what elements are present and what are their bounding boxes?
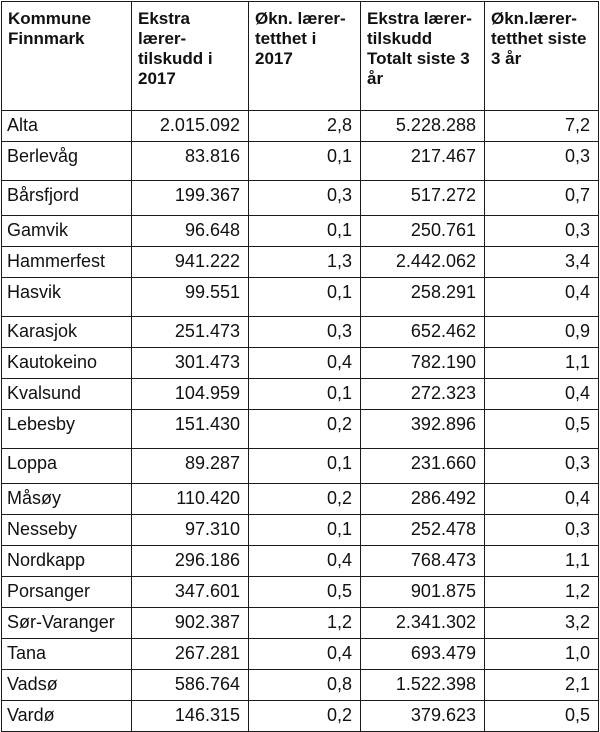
- cell-ekstra-tilskudd-2017: 347.601: [132, 577, 249, 608]
- cell-ekstra-tilskudd-2017: 941.222: [132, 247, 249, 278]
- cell-kommune: Vadsø: [2, 670, 132, 701]
- cell-ekstra-tilskudd-totalt: 5.228.288: [361, 111, 485, 142]
- table-row: [2, 449, 599, 484]
- table-row: [2, 546, 599, 577]
- cell-okn-tetthet-3ar: 0,5: [485, 701, 599, 732]
- cell-okn-tetthet-2017: 0,2: [249, 410, 361, 449]
- cell-okn-tetthet-2017: 0,5: [249, 577, 361, 608]
- cell-ekstra-tilskudd-totalt: 379.623: [361, 701, 485, 732]
- cell-ekstra-tilskudd-2017: 151.430: [132, 410, 249, 449]
- table-row: [2, 608, 599, 639]
- table-row: [2, 278, 599, 317]
- cell-kommune: Alta: [2, 111, 132, 142]
- cell-ekstra-tilskudd-totalt: 392.896: [361, 410, 485, 449]
- cell-okn-tetthet-2017: 0,4: [249, 546, 361, 577]
- cell-kommune: Nesseby: [2, 515, 132, 546]
- cell-okn-tetthet-3ar: 0,4: [485, 484, 599, 515]
- cell-okn-tetthet-3ar: 1,2: [485, 577, 599, 608]
- table-row: [2, 515, 599, 546]
- cell-kommune: Berlevåg: [2, 142, 132, 181]
- cell-kommune: Tana: [2, 639, 132, 670]
- cell-okn-tetthet-3ar: 2,1: [485, 670, 599, 701]
- cell-okn-tetthet-2017: 1,3: [249, 247, 361, 278]
- cell-okn-tetthet-3ar: 1,0: [485, 639, 599, 670]
- cell-ekstra-tilskudd-2017: 97.310: [132, 515, 249, 546]
- cell-ekstra-tilskudd-2017: 110.420: [132, 484, 249, 515]
- cell-ekstra-tilskudd-2017: 586.764: [132, 670, 249, 701]
- table-row: [2, 142, 599, 181]
- cell-okn-tetthet-2017: 0,1: [249, 379, 361, 410]
- table-row: [2, 247, 599, 278]
- cell-kommune: Porsanger: [2, 577, 132, 608]
- cell-ekstra-tilskudd-totalt: 258.291: [361, 278, 485, 317]
- cell-ekstra-tilskudd-2017: 96.648: [132, 216, 249, 247]
- header-ekstra-tilskudd-2017: Ekstra lærer-tilskudd i 2017: [132, 2, 249, 111]
- cell-kommune: Hasvik: [2, 278, 132, 317]
- table-row: [2, 348, 599, 379]
- table-row: [2, 317, 599, 348]
- cell-ekstra-tilskudd-totalt: 272.323: [361, 379, 485, 410]
- cell-ekstra-tilskudd-totalt: 217.467: [361, 142, 485, 181]
- teacher-grant-table: [1, 1, 599, 732]
- cell-ekstra-tilskudd-totalt: 2.442.062: [361, 247, 485, 278]
- header-row: [2, 2, 599, 111]
- cell-okn-tetthet-3ar: 0,5: [485, 410, 599, 449]
- cell-okn-tetthet-2017: 0,1: [249, 142, 361, 181]
- cell-ekstra-tilskudd-2017: 296.186: [132, 546, 249, 577]
- cell-okn-tetthet-3ar: 1,1: [485, 348, 599, 379]
- cell-ekstra-tilskudd-2017: 199.367: [132, 181, 249, 216]
- cell-ekstra-tilskudd-2017: 301.473: [132, 348, 249, 379]
- header-kommune: Kommune Finnmark: [2, 2, 132, 111]
- cell-okn-tetthet-2017: 0,2: [249, 701, 361, 732]
- cell-okn-tetthet-3ar: 0,7: [485, 181, 599, 216]
- cell-okn-tetthet-2017: 0,4: [249, 639, 361, 670]
- cell-okn-tetthet-3ar: 0,3: [485, 142, 599, 181]
- cell-okn-tetthet-2017: 0,1: [249, 515, 361, 546]
- cell-ekstra-tilskudd-totalt: 782.190: [361, 348, 485, 379]
- cell-okn-tetthet-3ar: 0,4: [485, 278, 599, 317]
- cell-okn-tetthet-3ar: 0,4: [485, 379, 599, 410]
- table-row: [2, 484, 599, 515]
- cell-okn-tetthet-3ar: 0,3: [485, 449, 599, 484]
- table-row: [2, 410, 599, 449]
- table-row: [2, 701, 599, 732]
- cell-okn-tetthet-3ar: 7,2: [485, 111, 599, 142]
- cell-ekstra-tilskudd-2017: 104.959: [132, 379, 249, 410]
- cell-ekstra-tilskudd-2017: 251.473: [132, 317, 249, 348]
- cell-okn-tetthet-3ar: 0,3: [485, 515, 599, 546]
- cell-kommune: Gamvik: [2, 216, 132, 247]
- cell-okn-tetthet-2017: 0,1: [249, 449, 361, 484]
- table-body: [2, 111, 599, 732]
- cell-ekstra-tilskudd-2017: 267.281: [132, 639, 249, 670]
- cell-okn-tetthet-2017: 0,1: [249, 278, 361, 317]
- cell-ekstra-tilskudd-totalt: 693.479: [361, 639, 485, 670]
- cell-kommune: Hammerfest: [2, 247, 132, 278]
- cell-ekstra-tilskudd-totalt: 1.522.398: [361, 670, 485, 701]
- table-row: [2, 181, 599, 216]
- cell-okn-tetthet-2017: 0,8: [249, 670, 361, 701]
- cell-kommune: Kautokeino: [2, 348, 132, 379]
- table-row: [2, 111, 599, 142]
- cell-ekstra-tilskudd-totalt: 286.492: [361, 484, 485, 515]
- cell-okn-tetthet-3ar: 3,4: [485, 247, 599, 278]
- cell-kommune: Bårsfjord: [2, 181, 132, 216]
- cell-okn-tetthet-3ar: 0,9: [485, 317, 599, 348]
- cell-okn-tetthet-3ar: 0,3: [485, 216, 599, 247]
- cell-ekstra-tilskudd-2017: 902.387: [132, 608, 249, 639]
- cell-ekstra-tilskudd-2017: 99.551: [132, 278, 249, 317]
- cell-ekstra-tilskudd-totalt: 250.761: [361, 216, 485, 247]
- cell-ekstra-tilskudd-2017: 89.287: [132, 449, 249, 484]
- cell-okn-tetthet-2017: 1,2: [249, 608, 361, 639]
- cell-kommune: Nordkapp: [2, 546, 132, 577]
- cell-kommune: Måsøy: [2, 484, 132, 515]
- cell-kommune: Loppa: [2, 449, 132, 484]
- cell-kommune: Lebesby: [2, 410, 132, 449]
- cell-okn-tetthet-2017: 0,4: [249, 348, 361, 379]
- table-row: [2, 216, 599, 247]
- table-row: [2, 379, 599, 410]
- cell-ekstra-tilskudd-totalt: 231.660: [361, 449, 485, 484]
- cell-okn-tetthet-2017: 0,2: [249, 484, 361, 515]
- cell-ekstra-tilskudd-totalt: 901.875: [361, 577, 485, 608]
- cell-kommune: Sør-Varanger: [2, 608, 132, 639]
- cell-okn-tetthet-2017: 0,3: [249, 181, 361, 216]
- cell-ekstra-tilskudd-2017: 146.315: [132, 701, 249, 732]
- cell-ekstra-tilskudd-totalt: 652.462: [361, 317, 485, 348]
- cell-kommune: Karasjok: [2, 317, 132, 348]
- table-row: [2, 639, 599, 670]
- table-row: [2, 670, 599, 701]
- cell-ekstra-tilskudd-totalt: 2.341.302: [361, 608, 485, 639]
- cell-okn-tetthet-2017: 0,1: [249, 216, 361, 247]
- cell-kommune: Vardø: [2, 701, 132, 732]
- cell-ekstra-tilskudd-totalt: 517.272: [361, 181, 485, 216]
- header-okn-tetthet-3ar: Økn.lærer-tetthet siste 3 år: [485, 2, 599, 111]
- cell-ekstra-tilskudd-2017: 2.015.092: [132, 111, 249, 142]
- cell-okn-tetthet-2017: 0,3: [249, 317, 361, 348]
- table-header: [2, 2, 599, 111]
- cell-ekstra-tilskudd-2017: 83.816: [132, 142, 249, 181]
- cell-ekstra-tilskudd-totalt: 768.473: [361, 546, 485, 577]
- cell-kommune: Kvalsund: [2, 379, 132, 410]
- cell-okn-tetthet-3ar: 3,2: [485, 608, 599, 639]
- header-ekstra-tilskudd-totalt: Ekstra lærer-tilskudd Totalt siste 3 år: [361, 2, 485, 111]
- cell-okn-tetthet-3ar: 1,1: [485, 546, 599, 577]
- table-row: [2, 577, 599, 608]
- cell-okn-tetthet-2017: 2,8: [249, 111, 361, 142]
- header-okn-tetthet-2017: Økn. lærer-tetthet i 2017: [249, 2, 361, 111]
- cell-ekstra-tilskudd-totalt: 252.478: [361, 515, 485, 546]
